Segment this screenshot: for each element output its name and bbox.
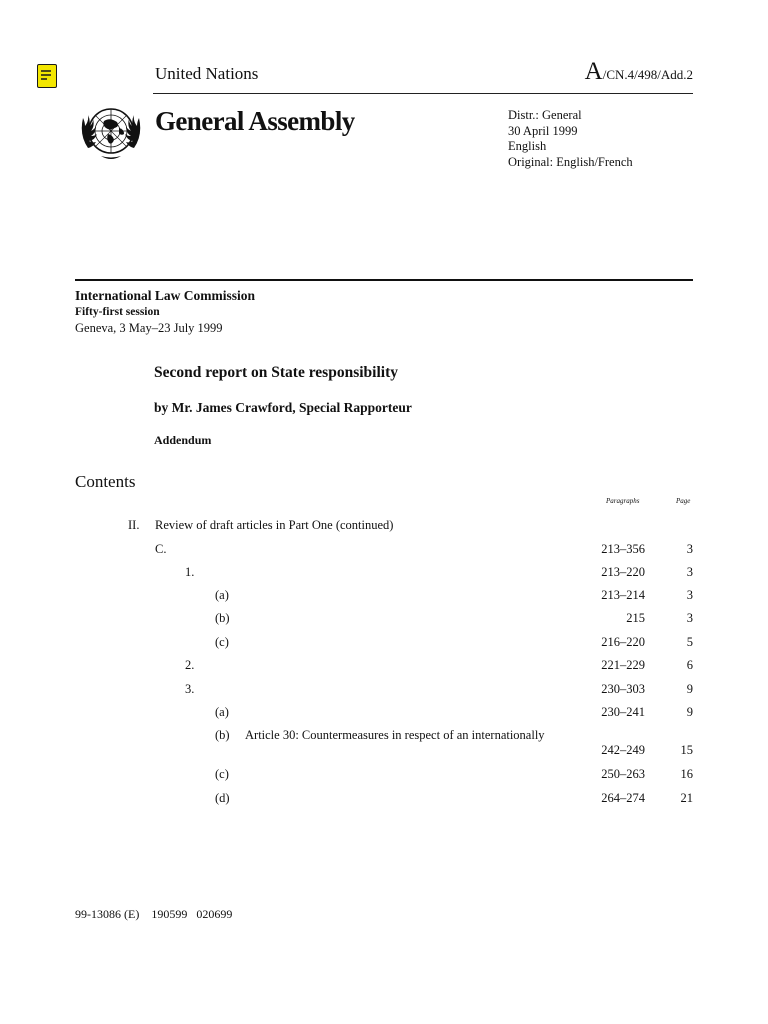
toc-page: 6 bbox=[686, 658, 693, 672]
toc-number: (c) bbox=[215, 635, 229, 649]
paragraphs-column-header: Paragraphs bbox=[606, 497, 640, 505]
document-symbol-prefix: A bbox=[584, 58, 603, 85]
toc-page: 3 bbox=[686, 588, 693, 602]
original-language-line: Original: English/French bbox=[508, 154, 633, 169]
toc-row[interactable] bbox=[0, 728, 768, 744]
toc-row bbox=[0, 518, 768, 534]
toc-page: 3 bbox=[686, 565, 693, 579]
toc-paragraphs: 213–220 bbox=[601, 565, 645, 579]
toc-row-continuation[interactable] bbox=[0, 743, 768, 759]
toc-row[interactable] bbox=[0, 682, 768, 698]
sticky-note-icon[interactable] bbox=[37, 64, 57, 88]
toc-row[interactable] bbox=[0, 705, 768, 721]
addendum-label: Addendum bbox=[154, 433, 212, 447]
toc-paragraphs: 230–241 bbox=[601, 705, 645, 719]
toc-number: (d) bbox=[215, 791, 230, 805]
report-title: Second report on State responsibility bbox=[154, 364, 398, 381]
header-rule bbox=[153, 93, 693, 94]
toc-number: (a) bbox=[215, 588, 229, 602]
body-name: General Assembly bbox=[155, 106, 355, 136]
toc-row[interactable] bbox=[0, 767, 768, 783]
toc-page: 9 bbox=[686, 682, 693, 696]
toc-paragraphs: 216–220 bbox=[601, 635, 645, 649]
toc-row[interactable] bbox=[0, 588, 768, 604]
toc-paragraphs: 242–249 bbox=[601, 743, 645, 757]
toc-label: Article 30: Countermeasures in respect of an internationally bbox=[245, 728, 545, 742]
toc-row[interactable] bbox=[0, 611, 768, 627]
toc-number: II. bbox=[128, 518, 140, 532]
document-symbol bbox=[585, 58, 693, 86]
report-author: by Mr. James Crawford, Special Rapporteur bbox=[154, 400, 412, 415]
section-rule bbox=[75, 279, 693, 281]
toc-page: 21 bbox=[680, 791, 693, 805]
page-column-header: Page bbox=[676, 497, 691, 505]
toc-page: 16 bbox=[680, 767, 693, 781]
toc-number: (b) bbox=[215, 728, 230, 742]
toc-number: 3. bbox=[185, 682, 195, 696]
toc-paragraphs: 264–274 bbox=[601, 791, 645, 805]
toc-page: 15 bbox=[680, 743, 693, 757]
toc-label: Review of draft articles in Part One (continued) bbox=[155, 518, 394, 532]
distribution-block bbox=[508, 108, 633, 170]
toc-row[interactable] bbox=[0, 635, 768, 651]
toc-number: (b) bbox=[215, 611, 230, 625]
distribution-line: Distr.: General bbox=[508, 108, 582, 122]
toc-row[interactable] bbox=[0, 542, 768, 558]
toc-page: 3 bbox=[686, 611, 693, 625]
toc-paragraphs: 213–356 bbox=[601, 542, 645, 556]
organization-name: United Nations bbox=[155, 64, 259, 83]
toc-paragraphs: 250–263 bbox=[601, 767, 645, 781]
toc-row[interactable] bbox=[0, 658, 768, 674]
toc-number: 2. bbox=[185, 658, 195, 672]
session: Fifty-first session bbox=[75, 306, 160, 318]
toc-number: 1. bbox=[185, 565, 195, 579]
toc-paragraphs: 230–303 bbox=[601, 682, 645, 696]
date-line: 30 April 1999 bbox=[508, 123, 578, 138]
toc-paragraphs: 221–229 bbox=[601, 658, 645, 672]
contents-heading: Contents bbox=[75, 472, 136, 491]
un-emblem-icon bbox=[75, 98, 147, 164]
toc-row[interactable] bbox=[0, 791, 768, 807]
job-number: 99-13086 (E) bbox=[75, 907, 140, 921]
toc-number: (a) bbox=[215, 705, 229, 719]
toc-number: C. bbox=[155, 542, 167, 556]
footer-dates: 190599 020699 bbox=[151, 907, 233, 921]
language-line: English bbox=[508, 139, 547, 154]
toc-row[interactable] bbox=[0, 565, 768, 581]
footer bbox=[75, 907, 232, 922]
toc-number: (c) bbox=[215, 767, 229, 781]
toc-paragraphs: 215 bbox=[626, 611, 645, 625]
toc-page: 9 bbox=[686, 705, 693, 719]
toc-page: 5 bbox=[686, 635, 693, 649]
commission-name: International Law Commission bbox=[75, 288, 256, 303]
document-symbol-rest: /CN.4/498/Add.2 bbox=[602, 67, 693, 82]
place-dates: Geneva, 3 May–23 July 1999 bbox=[75, 321, 223, 335]
toc-page: 3 bbox=[686, 542, 693, 556]
toc-paragraphs: 213–214 bbox=[601, 588, 645, 602]
